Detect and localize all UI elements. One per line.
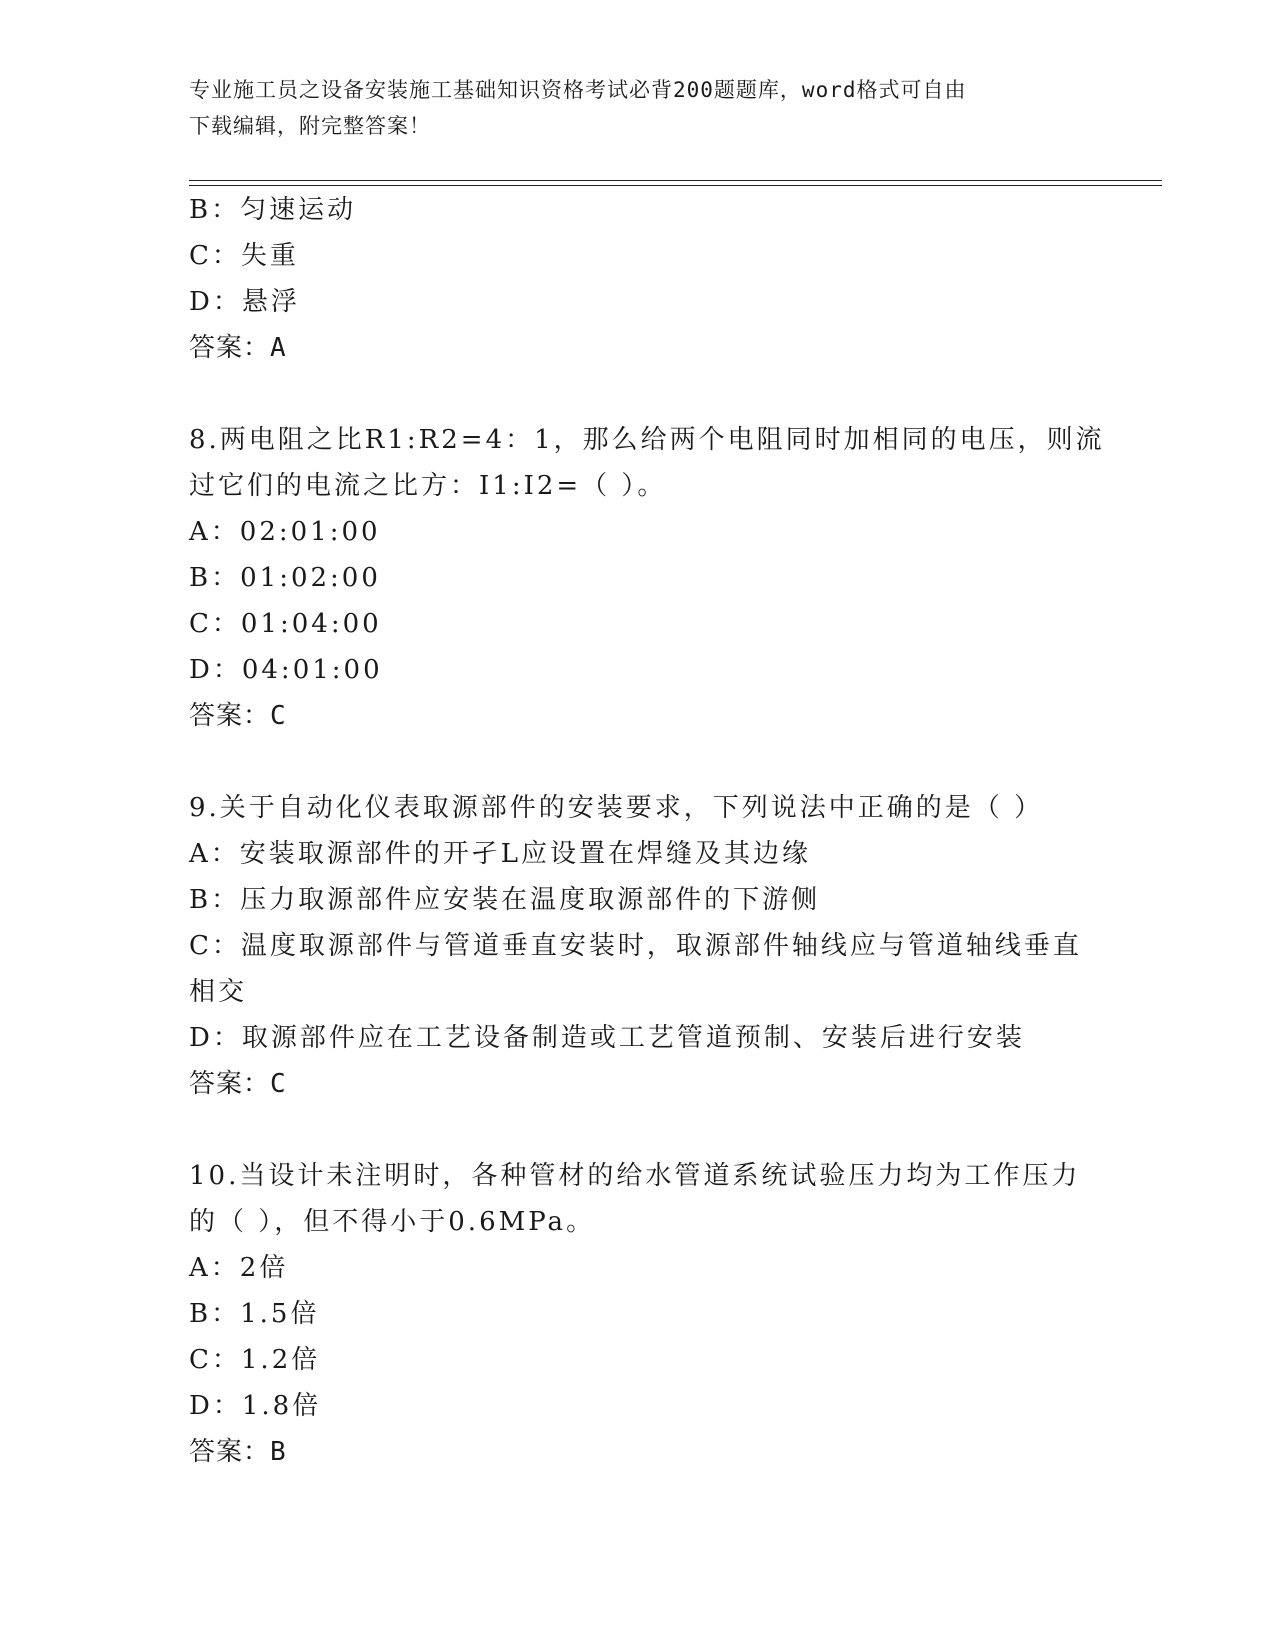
- header-line-2: 下载编辑，附完整答案！: [189, 114, 431, 138]
- question-list: [189, 187, 1105, 1475]
- q9-option-b: B：压力取源部件应安装在温度取源部件的下游侧: [189, 885, 821, 915]
- q9-option-a: A：安装取源部件的开孑L应设置在焊缝及其边缘: [189, 839, 812, 869]
- question-7: [189, 187, 1089, 371]
- header-line-1: 专业施工员之设备安装施工基础知识资格考试必背200题题库，word格式可自由: [189, 78, 967, 102]
- question-9: [189, 785, 1089, 1107]
- header-divider-bottom: [189, 185, 1162, 186]
- q8-option-c: C：01:04:00: [189, 609, 382, 639]
- q7-option-c: C：失重: [189, 241, 299, 271]
- q8-option-a: A：02:01:00: [189, 517, 381, 547]
- q10-stem-line-2: 的（ ），但不得小于0.6MPa。: [189, 1207, 596, 1237]
- q9-option-d: D：取源部件应在工艺设备制造或工艺管道预制、安装后进行安装: [189, 1023, 1025, 1053]
- q8-option-d: D：04:01:00: [189, 655, 383, 685]
- header-divider-top: [189, 180, 1162, 181]
- q9-option-c-line-2: 相交: [189, 977, 248, 1007]
- q7-option-d: D：悬浮: [189, 287, 300, 317]
- q7-answer: 答案：A: [189, 333, 287, 363]
- q9-option-c-line-1: C：温度取源部件与管道垂直安装时，取源部件轴线应与管道轴线垂直: [189, 931, 1082, 961]
- q10-option-b: B：1.5倍: [189, 1299, 320, 1329]
- q8-stem-line-1: 8.两电阻之比R1:R2=4：1，那么给两个电阻同时加相同的电压，则流: [189, 425, 1105, 455]
- q7-option-b: B：匀速运动: [189, 195, 357, 225]
- document-header: [189, 72, 1089, 144]
- q10-option-d: D：1.8倍: [189, 1391, 322, 1421]
- q8-stem-line-2: 过它们的电流之比方：I1:I2=（ ）。: [189, 471, 667, 501]
- q10-stem-line-1: 10.当设计未注明时，各种管材的给水管道系统试验压力均为工作压力: [189, 1161, 1081, 1191]
- q9-stem: 9.关于自动化仪表取源部件的安装要求，下列说法中正确的是（ ）: [189, 793, 1044, 823]
- question-8: [189, 417, 1105, 739]
- q8-answer: 答案：C: [189, 701, 287, 731]
- q10-option-a: A：2倍: [189, 1253, 289, 1283]
- q10-answer: 答案：B: [189, 1437, 287, 1467]
- q8-option-b: B：01:02:00: [189, 563, 381, 593]
- q10-option-c: C：1.2倍: [189, 1345, 321, 1375]
- question-10: [189, 1153, 1089, 1475]
- q9-answer: 答案：C: [189, 1069, 287, 1099]
